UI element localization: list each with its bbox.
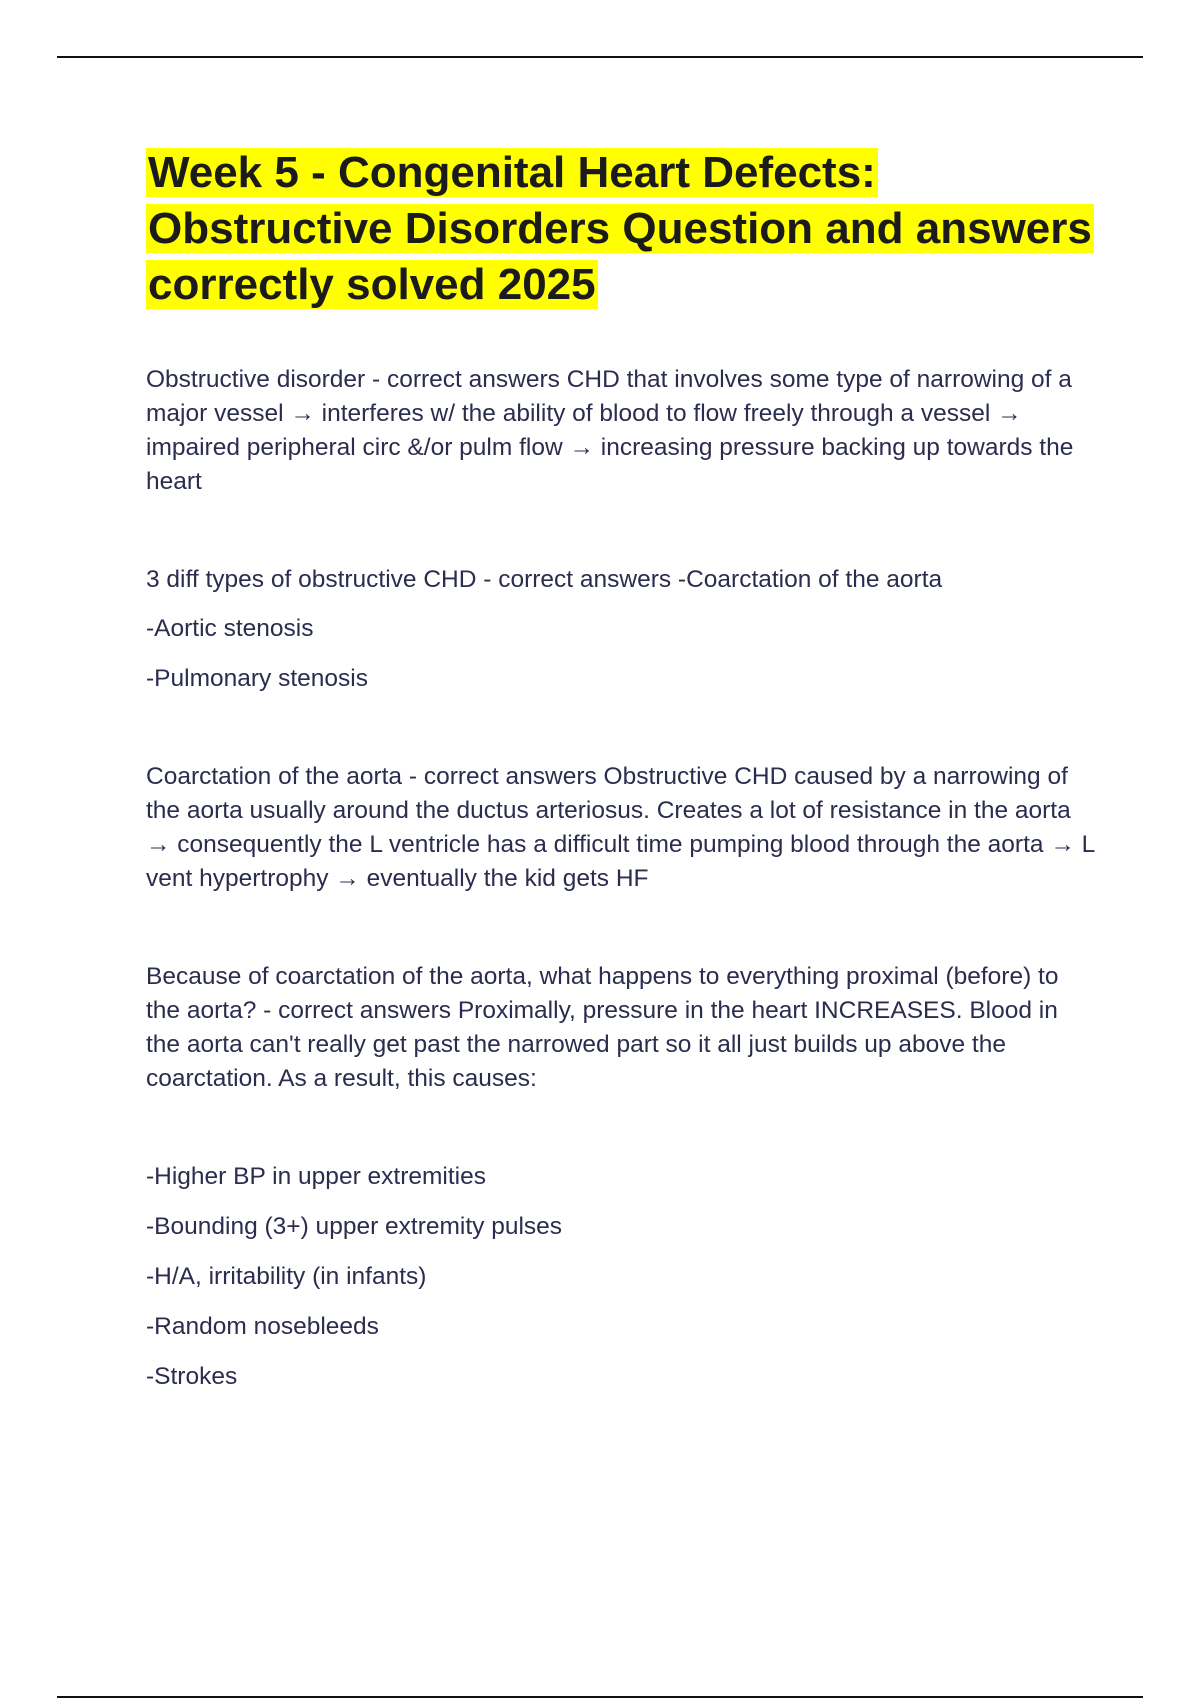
list-item-pulmonary-stenosis: -Pulmonary stenosis xyxy=(146,665,368,692)
qa-obstructive-types: 3 diff types of obstructive CHD - correct answers -Coarctation of the aorta xyxy=(146,566,943,593)
list-item: -Strokes xyxy=(146,1363,238,1390)
document-title xyxy=(146,145,1096,313)
list-item: -Random nosebleeds xyxy=(146,1313,379,1340)
top-rule xyxy=(57,56,1143,58)
qa-coarctation-proximal: Because of coarctation of the aorta, what happens to everything proximal (before) to the aorta? - correct answers Proximally, pressure in the heart INCREASES. Blood in the aorta can't really get past the narrowed part so it all just builds up above the coarctation. As a result, this causes: xyxy=(146,963,1059,1092)
list-item-aortic-stenosis: -Aortic stenosis xyxy=(146,615,314,642)
bottom-rule xyxy=(57,1696,1143,1698)
list-item: -Bounding (3+) upper extremity pulses xyxy=(146,1213,563,1240)
qa-coarctation-definition: Coarctation of the aorta - correct answers Obstructive CHD caused by a narrowing of the aorta usually around the ductus arteriosus. Creates a lot of resistance in the aorta → consequently the L ventricle has a difficult time pumping blood through the aorta → L vent hypertrophy → eventually the kid gets HF xyxy=(146,763,1095,892)
highlighted-title-text: Week 5 - Congenital Heart Defects: Obstructive Disorders Question and answers correctly solved 2025 xyxy=(148,148,1092,309)
qa-obstructive-disorder: Obstructive disorder - correct answers CHD that involves some type of narrowing of a major vessel → interferes w/ the ability of blood to flow freely through a vessel → impaired peripheral circ &/or pulm flow → increasing pressure backing up towards the heart xyxy=(146,366,1074,495)
causes-list xyxy=(146,1160,1096,1394)
list-item: -Higher BP in upper extremities xyxy=(146,1163,486,1190)
list-item: -H/A, irritability (in infants) xyxy=(146,1263,427,1290)
document-body xyxy=(146,145,1096,1394)
